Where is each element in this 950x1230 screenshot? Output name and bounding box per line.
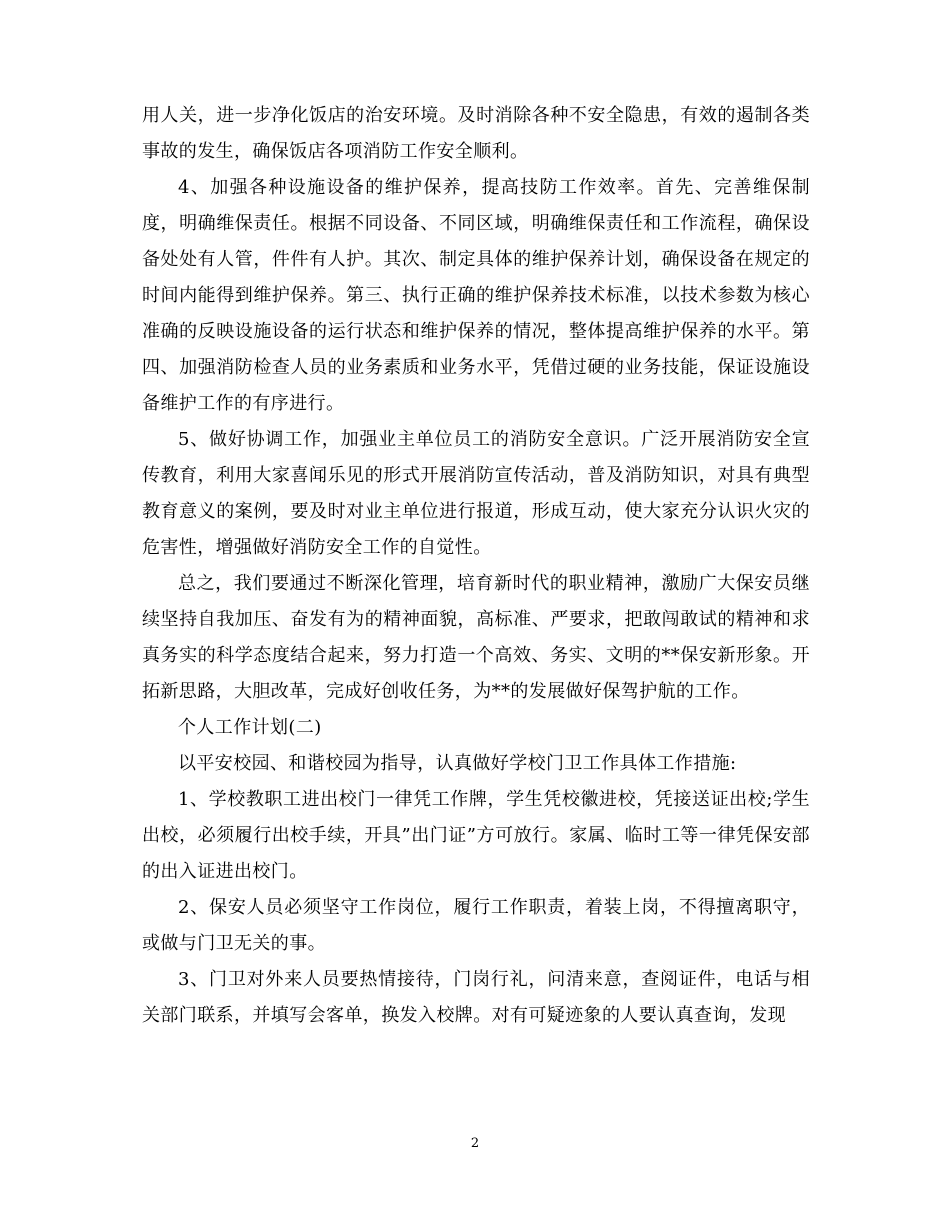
paragraph-measure-2: 2、保安人员必须坚守工作岗位，履行工作职责，着装上岗，不得擅离职守，或做与门卫无关的事。: [142, 897, 810, 954]
paragraph-measure-1: 1、学校教职工进出校门一律凭工作牌，学生凭校徽进校，凭接送证出校;学生出校，必须履行出校手续，开具”出门证”方可放行。家属、临时工等一律凭保安部的出入证进出校门。: [142, 789, 810, 882]
page-number: 2: [470, 1136, 480, 1151]
section-heading: 个人工作计划(二): [178, 717, 322, 738]
paragraph-continuation: 用人关，进一步净化饭店的治安环境。及时消除各种不安全隐患，有效的遏制各类事故的发生，确保饭店各项消防工作安全顺利。: [142, 105, 810, 162]
paragraph-summary: 总之，我们要通过不断深化管理，培育新时代的职业精神，激励广大保安员继续坚持自我加压、奋发有为的精神面貌，高标准、严要求，把敢闯敢试的精神和求真务实的科学态度结合起来，努力打造一个高效、务实、文明的**保安新形象。开拓新思路，大胆改革，完成好创收任务，为**的发展做好保驾护航的工作。: [142, 573, 810, 702]
document-page-body: [142, 98, 810, 1034]
paragraph-item-5: 5、做好协调工作，加强业主单位员工的消防安全意识。广泛开展消防安全宣传教育，利用大家喜闻乐见的形式开展消防宣传活动，普及消防知识，对具有典型教育意义的案例，要及时对业主单位进行报道，形成互动，使大家充分认识火灾的危害性，增强做好消防安全工作的自觉性。: [142, 429, 810, 558]
paragraph-item-4: 4、加强各种设施设备的维护保养，提高技防工作效率。首先、完善维保制度，明确维保责任。根据不同设备、不同区域，明确维保责任和工作流程，确保设备处处有人管，件件有人护。其次、制定具体的维护保养计划，确保设备在规定的时间内能得到维护保养。第三、执行正确的维护保养技术标准，以技术参数为核心准确的反映设施设备的运行状态和维护保养的情况，整体提高维护保养的水平。第四、加强消防检查人员的业务素质和业务水平，凭借过硬的业务技能，保证设施设备维护工作的有序进行。: [142, 177, 810, 414]
paragraph-measure-3: 3、门卫对外来人员要热情接待，门岗行礼，问清来意，查阅证件，电话与相关部门联系，并填写会客单，换发入校牌。对有可疑迹象的人要认真查询，发现: [142, 969, 810, 1026]
paragraph-intro: 以平安校园、和谐校园为指导，认真做好学校门卫工作具体工作措施:: [178, 753, 737, 774]
